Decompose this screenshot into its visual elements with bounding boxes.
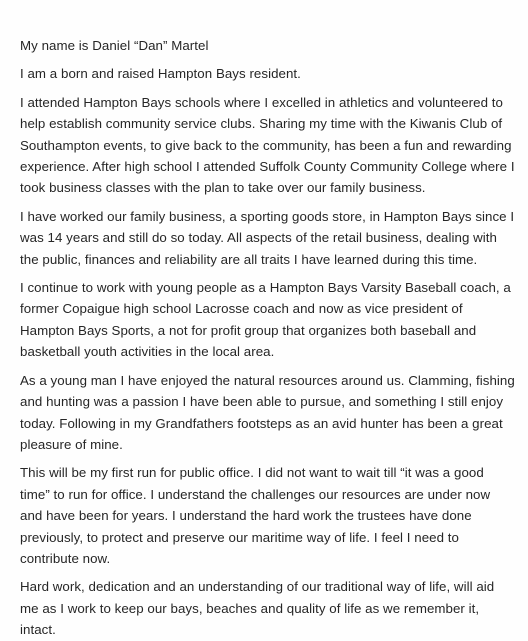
education-paragraph: I attended Hampton Bays schools where I excelled in athletics and volunteered to help establish community service clubs. Sharing my time with the Kiwanis Club of Southampton events, to give back to the community, has been a fun and rewarding experience. After high school I attended Suffolk County Community College where I took business classes with the plan to take over our family business. <box>20 94 515 196</box>
coaching-paragraph: I continue to work with young people as a Hampton Bays Varsity Baseball coach, a former Copaigue high school Lacrosse coach and now as vice president of Hampton Bays Sports, a not for profit group that organizes both baseball and basketball youth activities in the local area. <box>20 280 511 360</box>
natural-resources-paragraph: As a young man I have enjoyed the natural resources around us. Clamming, fishing and hunting was a passion I have been able to pursue, and something I still enjoy today. Following in my Grandfathers footsteps as an avid hunter has been a great pleasure of mine. <box>20 372 515 452</box>
closing-paragraph: Hard work, dedication and an understanding of our traditional way of life, will aid me as I work to keep our bays, beaches and quality of life as we remember it, intact. <box>20 579 495 638</box>
family-business-paragraph: I have worked our family business, a sporting goods store, in Hampton Bays since I was 14 years and still do so today. All aspects of the retail business, dealing with the public, finances and reliability are all traits I have learned during this time. <box>20 208 515 267</box>
intro-name-line: My name is Daniel “Dan” Martel <box>20 38 209 53</box>
residence-line: I am a born and raised Hampton Bays resident. <box>20 66 301 82</box>
public-office-paragraph: This will be my first run for public office. I did not want to wait till “it was a good time” to run for office. I understand the challenges our resources are under now and have been for years. I understand the hard work the trustees have done previously, to protect and preserve our maritime way of life. I feel I need to contribute now. <box>20 465 491 566</box>
